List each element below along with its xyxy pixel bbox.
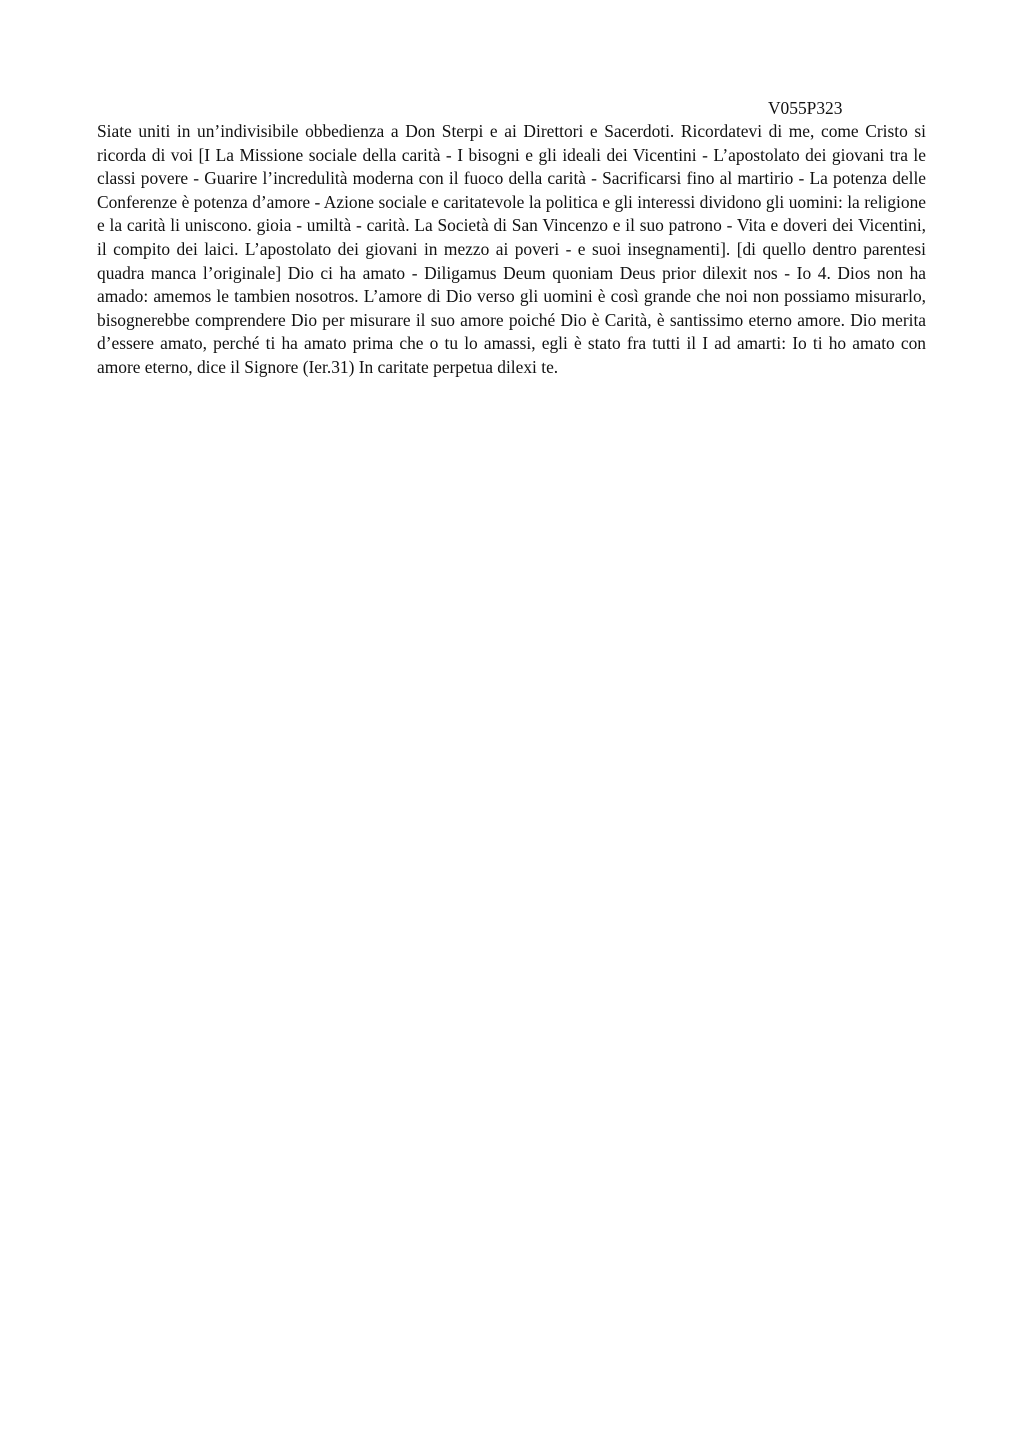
body-paragraph: Siate uniti in un’indivisibile obbedienza a Don Sterpi e ai Direttori e Sacerdoti. Ricordatevi di me, come Cristo si ricorda di voi [I La Missione sociale della carità - I bisogni e gli ideali dei Vicentini - L’apostolato dei giovani tra le classi povere - Guarire l’incredulità moderna con il fuoco della carità - Sacrificarsi fino al martirio - La potenza delle Conferenze è potenza d’amore - Azione sociale e caritatevole la politica e gli interessi dividono gli uomini: la religione e la carità li uniscono. gioia - umiltà - carità. La Società di San Vincenzo e il suo patrono - Vita e doveri dei Vicentini, il compito dei laici. L’apostolato dei giovani in mezzo ai poveri - e suoi insegnamenti]. [di quello dentro parentesi quadra manca l’originale] Dio ci ha amato - Diligamus Deum quoniam Deus prior dilexit nos - Io 4. Dios non ha amado: amemos le tambien nosotros. L’amore di Dio verso gli uomini è così grande che noi non possiamo misurarlo, bisognerebbe comprendere Dio per misurare il suo amore poiché Dio è Carità, è santissimo eterno amore. Dio merita d’essere amato, perché ti ha amato prima che o tu lo amassi, egli è stato fra tutti il I ad amarti: Io ti ho amato con amore eterno, dice il Signore (Ier.31) In caritate perpetua dilexi te.: [97, 121, 926, 377]
page-reference: V055P323: [768, 98, 843, 118]
